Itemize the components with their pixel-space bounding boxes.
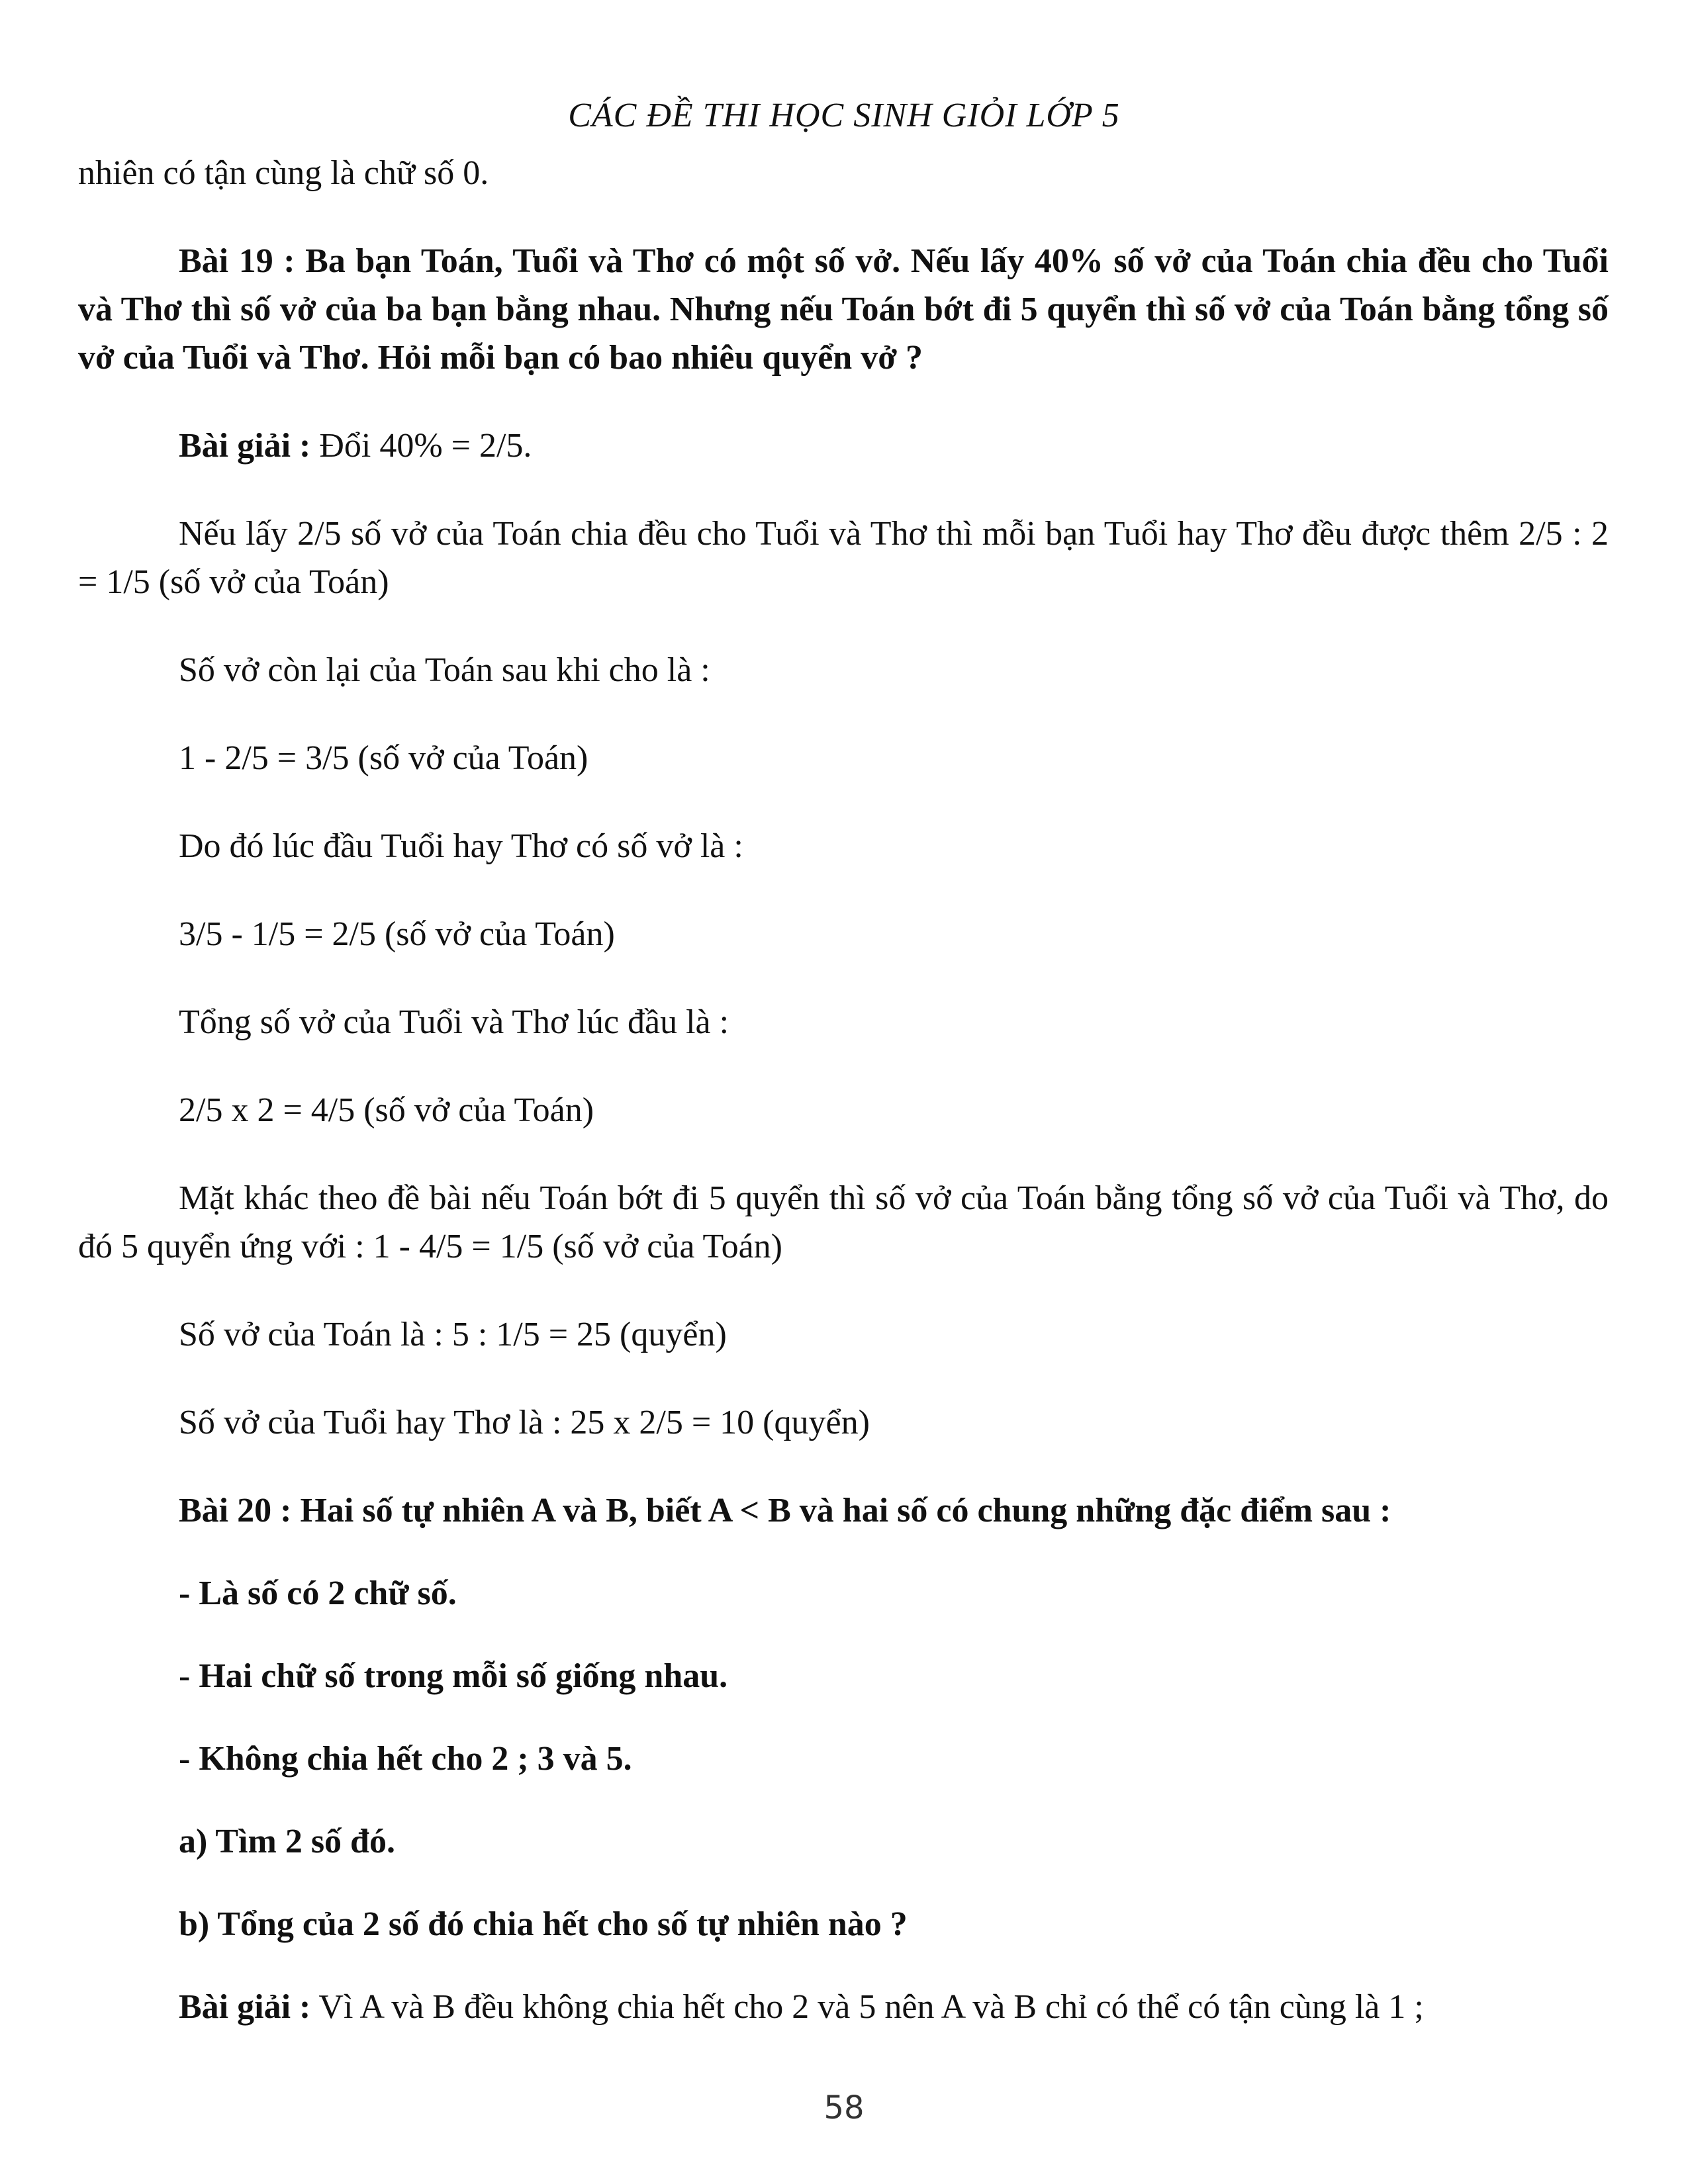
condition-item: - Hai chữ số trong mỗi số giống nhau.: [179, 1657, 728, 1695]
solution-step: Do đó lúc đầu Tuổi hay Thơ có số vở là :: [179, 827, 743, 865]
question-item: b) Tổng của 2 số đó chia hết cho số tự nhiên nào ?: [179, 1905, 908, 1943]
solution-step: Nếu lấy 2/5 số vở của Toán chia đều cho Tuổi và Thơ thì mỗi bạn Tuổi hay Thơ đều được thêm 2/5 : 2 = 1/5 (số vở của Toán): [78, 515, 1609, 601]
page-header: CÁC ĐỀ THI HỌC SINH GIỎI LỚP 5: [568, 97, 1120, 134]
solution-first-line: Vì A và B đều không chia hết cho 2 và 5 nên A và B chỉ có thể có tận cùng là 1 ;: [318, 1988, 1424, 2026]
solution-label: Bài giải :: [179, 1988, 311, 2026]
bai-20-solution-intro: [78, 1983, 1609, 2031]
condition-item: - Là số có 2 chữ số.: [179, 1574, 457, 1612]
bai-20-problem: Bài 20 : Hai số tự nhiên A và B, biết A < B và hai số có chung những đặc điểm sau :: [179, 1492, 1391, 1529]
bai-19-solution-intro: [78, 422, 1609, 470]
continuation-text: nhiên có tận cùng là chữ số 0.: [78, 154, 489, 192]
solution-label: Bài giải :: [179, 427, 311, 465]
solution-step: Mặt khác theo đề bài nếu Toán bớt đi 5 quyển thì số vở của Toán bằng tổng số vở của Tuổi và Thơ, do đó 5 quyển ứng với : 1 - 4/5 = 1/5 (số vở của Toán): [78, 1179, 1609, 1265]
solution-step: 3/5 - 1/5 = 2/5 (số vở của Toán): [179, 915, 615, 953]
solution-step: Số vở của Toán là : 5 : 1/5 = 25 (quyển): [179, 1316, 727, 1353]
bai-19-problem: Bài 19 : Ba bạn Toán, Tuổi và Thơ có một số vở. Nếu lấy 40% số vở của Toán chia đều cho Tuổi và Thơ thì số vở của ba bạn bằng nhau. Nhưng nếu Toán bớt đi 5 quyển thì số vở của Toán bằng tổng số vở của Tuổi và Thơ. Hỏi mỗi bạn có bao nhiêu quyển vở ?: [78, 242, 1609, 377]
document-body: [78, 149, 1609, 2031]
condition-item: - Không chia hết cho 2 ; 3 và 5.: [179, 1740, 632, 1778]
solution-first-line: Đổi 40% = 2/5.: [319, 427, 532, 465]
solution-step: 1 - 2/5 = 3/5 (số vở của Toán): [179, 739, 588, 777]
solution-step: 2/5 x 2 = 4/5 (số vở của Toán): [179, 1091, 594, 1129]
solution-step: Số vở còn lại của Toán sau khi cho là :: [179, 651, 710, 689]
solution-step: Tổng số vở của Tuổi và Thơ lúc đầu là :: [179, 1003, 729, 1041]
solution-step: Số vở của Tuổi hay Thơ là : 25 x 2/5 = 10 (quyển): [179, 1404, 870, 1441]
page-number: 58: [823, 2089, 865, 2126]
question-item: a) Tìm 2 số đó.: [179, 1823, 395, 1860]
